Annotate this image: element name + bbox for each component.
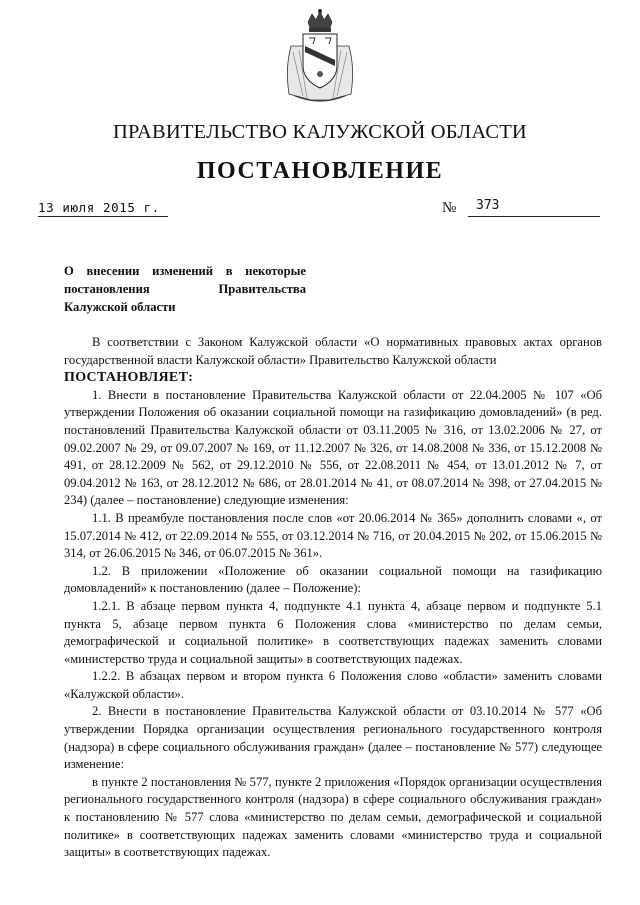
decree-word: ПОСТАНОВЛЯЕТ: [64,370,194,386]
subject-line-2 [64,280,306,298]
body-paragraph: 1.2.2. В абзацах первом и втором пункта 6 Положения слово «области» заменить словами «Калужской области». [64,669,602,701]
body-paragraph: 2. Внести в постановление Правительства Калужской области от 03.10.2014 № 577 «Об утверждении Порядка организации осуществления регионального государственного контроля (надзора) в сфере социального обслуживания граждан» (далее – постановление № 577) следующее изменение: [64,704,602,772]
body-paragraph: в пункте 2 постановления № 577, пункте 2 приложения «Порядок организации осуществления регионального государственного контроля (надзора) в сфере социального обслуживания граждан» к постановлению № 577 слова «министерство по делам семьи, демографической и социальной политике» в соответствующих падежах заменить словами «министерство труда и социальной защиты» в соответствующих падежах. [64,774,602,860]
government-title: ПРАВИТЕЛЬСТВО КАЛУЖСКОЙ ОБЛАСТИ [113,121,527,143]
coat-of-arms-emblem [281,8,359,104]
subject-word: в [225,264,233,278]
subject-word: Правительства [218,282,306,296]
number-underline [468,216,600,217]
document-subject [64,262,306,316]
intro-paragraph: В соответствии с Законом Калужской области «О нормативных правовых актах органов государственной власти Калужской области» Правительство Калужской области [64,335,602,367]
body-paragraph: 1.2. В приложении «Положение об оказании социальной помощи на газификацию домовладений» к постановлению (далее – Положение): [64,563,602,596]
subject-word: изменений [152,264,213,278]
subject-word: внесении [86,264,140,278]
coat-of-arms-icon [281,8,359,104]
subject-word: постановления [64,282,150,296]
subject-word: некоторые [245,264,306,278]
body-paragraph: 1.2.1. В абзаце первом пункта 4, подпункте 4.1 пункта 4, абзаце первом и подпункте 5.1 пункта 5, абзаце первом пункта 6 Положения слова «министерство по делам семьи, демографической и социальной политике» в соответствующих падежах заменить словами «министерство труда и социальной защиты» в соответствующих падежах. [64,598,602,666]
document-date: 13 июля 2015 г. [38,200,160,215]
document-type-title: ПОСТАНОВЛЕНИЕ [196,158,444,184]
date-underline [38,216,168,217]
body-paragraph: 1. Внести в постановление Правительства Калужской области от 22.04.2005 № 107 «Об утверждении Положения об оказании социальной помощи на газификацию домовладений» (в ред. постановлений Правительства Калужской области от 03.11.2005 № 316, от 13.02.2006 № 27, от 09.02.2007 № 29, от 09.07.2007 № 169, от 11.12.2007 № 326, от 14.08.2008 № 336, от 15.12.2008 № 491, от 28.12.2009 № 562, от 29.12.2010 № 556, от 22.08.2011 № 454, от 13.01.2012 № 7, от 09.04.2012 № 163, от 28.12.2012 № 686, от 28.01.2014 № 41, от 08.07.2014 № 398, от 27.04.2015 № 234) (далее – постановление) следующие изменения: [64,387,602,508]
document-number: 373 [476,198,500,213]
document-body [64,334,602,862]
subject-word: О [64,264,74,278]
subject-line-3: Калужской области [64,300,176,314]
number-sign: № [442,200,457,216]
subject-line-1 [64,262,306,280]
body-paragraph: 1.1. В преамбуле постановления после слов «от 20.06.2014 № 365» дополнить словами «, от 15.07.2014 № 412, от 22.09.2014 № 555, от 03.12.2014 № 716, от 20.04.2015 № 202, от 15.06.2015 № 314, от 26.06.2015 № 346, от 06.07.2015 № 361». [64,510,602,561]
